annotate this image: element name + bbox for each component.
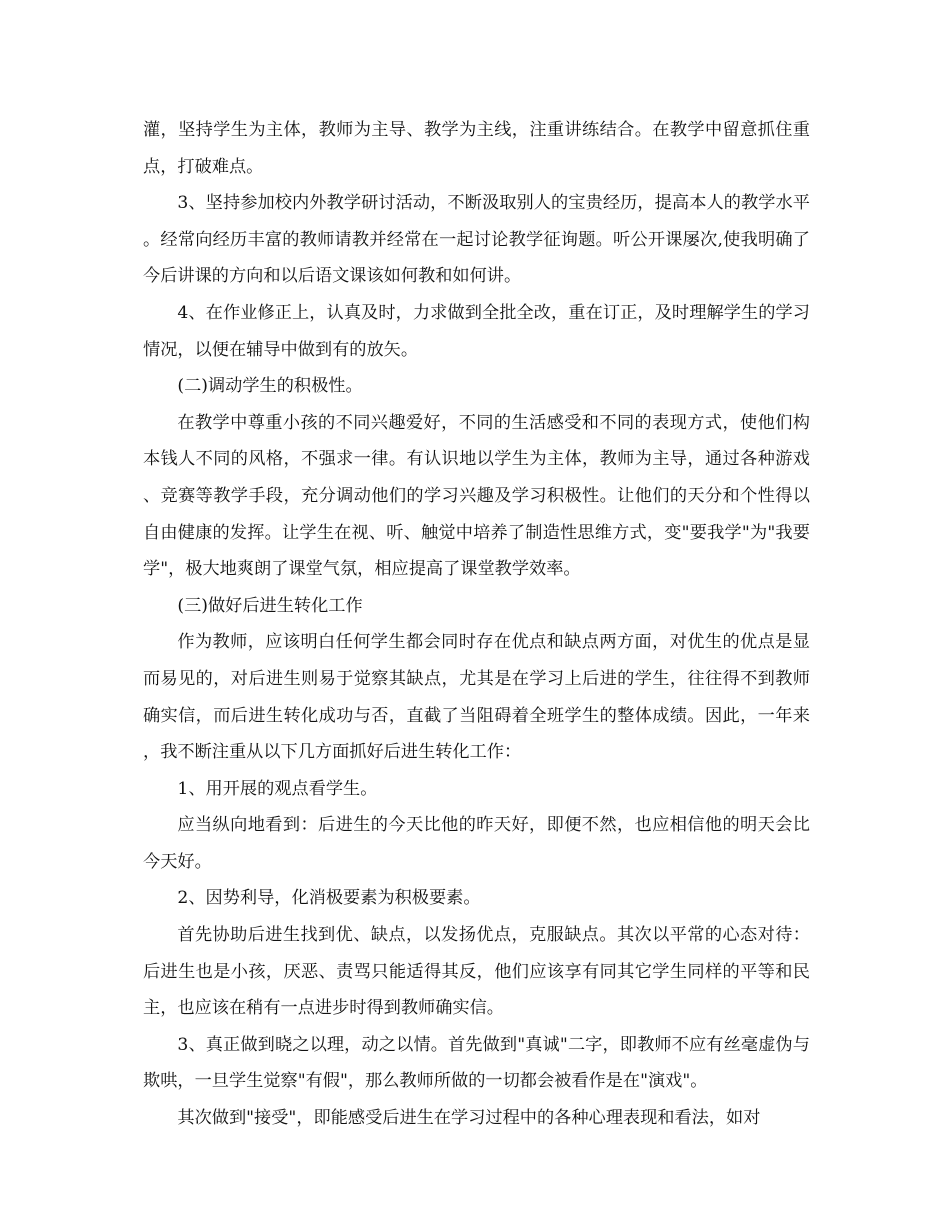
section-heading-3: (三)做好后进生转化工作 bbox=[177, 595, 363, 616]
paragraph-acceptance: 其次做到"接受"，即能感受后进生在学习过程中的各种心理表现和看法，如对 bbox=[177, 1108, 761, 1129]
paragraph-item-4-homework: 4、在作业修正上，认真及时，力求做到全批全改，重在订正，及时理解学生的学习情况，以便在辅导中做到有的放矢。 bbox=[143, 302, 810, 360]
paragraph-vertical-view: 应当纵向地看到：后进生的今天比他的昨天好，即便不然，也应相信他的明天会比今天好。 bbox=[143, 815, 810, 872]
paragraph-interest: 在教学中尊重小孩的不同兴趣爱好，不同的生活感受和不同的表现方式，使他们构本钱人不同的风格，不强求一律。有认识地以学生为主体，教师为主导，通过各种游戏、竞赛等教学手段，充分调动他们的学习兴趣及学习积极性。让他们的天分和个性得以自由健康的发挥。让学生在视、听、触觉中培养了制造性思维方式，变"要我学"为"我要学"，极大地爽朗了课堂气氛，相应提高了课堂教学效率。 bbox=[143, 412, 810, 580]
paragraph-help-students: 首先协助后进生找到优、缺点，以发扬优点，克服缺点。其次以平常的心态对待：后进生也是小孩，厌恶、责骂只能适得其反，他们应该享有同其它学生同样的平等和民主，也应该在稍有一点进步时得到教师确实信。 bbox=[143, 925, 810, 1019]
paragraph-teacher-role: 作为教师，应该明白任何学生都会同时存在优点和缺点两方面，对优生的优点是显而易见的，对后进生则易于觉察其缺点，尤其是在学习上后进的学生，往往得不到教师确实信，而后进生转化成功与否，直截了当阻碍着全班学生的整体成绩。因此，一年来，我不断注重从以下几方面抓好后进生转化工作： bbox=[143, 632, 810, 763]
document-body bbox=[143, 112, 810, 1137]
list-item-1-heading: 1、用开展的观点看学生。 bbox=[177, 778, 378, 799]
list-item-2-heading: 2、因势利导，化消极要素为积极要素。 bbox=[177, 888, 481, 909]
section-heading-2: (二)调动学生的积极性。 bbox=[177, 376, 363, 397]
paragraph-item-3-research: 3、坚持参加校内外教学研讨活动，不断汲取别人的宝贵经历，提高本人的教学水平。经常向经历丰富的教师请教并经常在一起讨论教学征询题。听公开课屡次,使我明确了今后讲课的方向和以后语文课该如何教和如何讲。 bbox=[143, 193, 810, 287]
paragraph-continued: 灌，坚持学生为主体，教师为主导、教学为主线，注重讲练结合。在教学中留意抓住重点，打破难点。 bbox=[143, 120, 810, 177]
list-item-3-sincerity: 3、真正做到晓之以理，动之以情。首先做到"真诚"二字，即教师不应有丝毫虚伪与欺哄，一旦学生觉察"有假"，那么教师所做的一切都会被看作是在"演戏"。 bbox=[143, 1034, 810, 1092]
